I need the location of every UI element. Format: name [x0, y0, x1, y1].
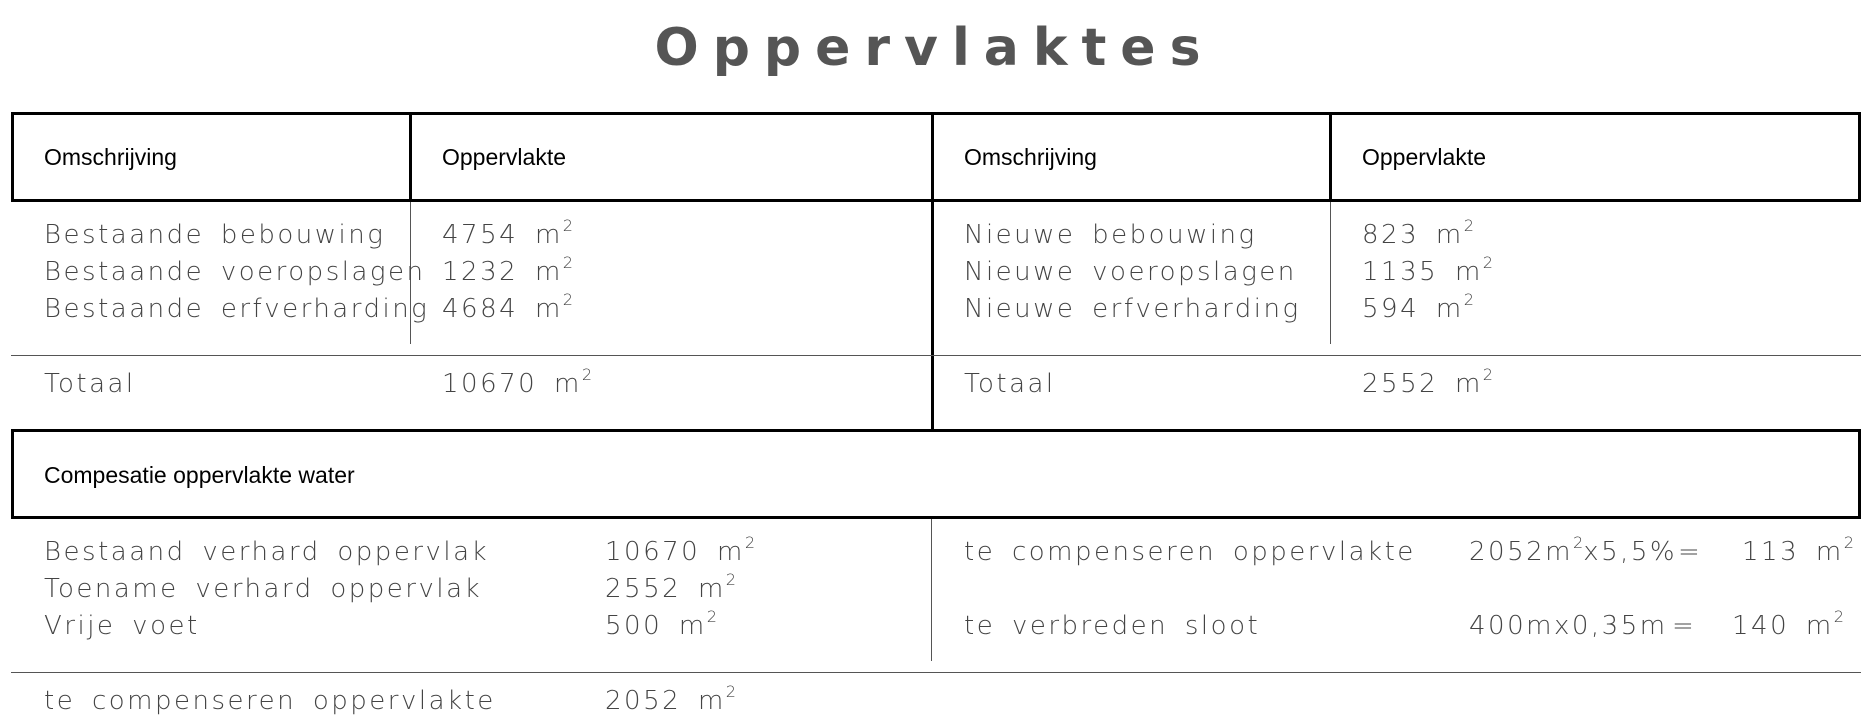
table-row-value: 4754 $m^2$	[442, 216, 573, 250]
compensate-area-result: 113 $m^2$	[1742, 533, 1854, 567]
table-row-value: 4684 $m^2$	[442, 290, 573, 324]
table-row-label: Bestaande erfverharding	[44, 294, 430, 324]
table-row-value: 500 $m^2$	[605, 607, 717, 641]
compensation-total-label: te compenseren oppervlakte	[44, 686, 496, 716]
total-value-right: 2552 $m^2$	[1362, 365, 1493, 399]
total-value-left: 10670 $m^2$	[442, 365, 592, 399]
ditch-widening-result: 140 $m^2$	[1732, 607, 1844, 641]
table-row-value: 10670 $m^2$	[605, 533, 755, 567]
header-oppervlakte-right: Oppervlakte	[1362, 144, 1487, 170]
compensate-area-label: te compenseren oppervlakte	[964, 537, 1416, 567]
header-omschrijving-left: Omschrijving	[44, 144, 177, 170]
compensation-header: Compesatie oppervlakte water	[44, 462, 355, 488]
table-row-label: Bestaande bebouwing	[44, 220, 386, 250]
page-title: Oppervlaktes	[654, 18, 1215, 78]
header-oppervlakte-left: Oppervlakte	[442, 144, 567, 170]
table-row-value: 823 $m^2$	[1362, 216, 1474, 250]
table-row-label: Nieuwe erfverharding	[964, 294, 1301, 324]
table-row-label: Vrije voet	[44, 611, 200, 641]
total-label-left: Totaal	[44, 369, 136, 399]
compensation-total-value: 2052 $m^2$	[605, 682, 736, 716]
total-label-right: Totaal	[964, 369, 1056, 399]
ditch-widening-label: te verbreden sloot	[964, 611, 1261, 641]
table-row-label: Nieuwe bebouwing	[964, 220, 1257, 250]
compensate-area-equals: =	[1678, 537, 1703, 567]
table-row-value: 1232 $m^2$	[442, 253, 573, 287]
ditch-widening-formula: 400mx0,35m	[1469, 611, 1668, 641]
table-row-label: Nieuwe voeropslagen	[964, 257, 1297, 287]
header-omschrijving-right: Omschrijving	[964, 144, 1097, 170]
table-row-label: Bestaande voeropslagen	[44, 257, 426, 287]
table-row-label: Bestaand verhard oppervlak	[44, 537, 490, 567]
table-row-value: 594 $m^2$	[1362, 290, 1474, 324]
ditch-widening-equals: =	[1672, 611, 1697, 641]
table-row-value: 2552 $m^2$	[605, 570, 736, 604]
compensate-area-formula: $2052m^2x5,5\%$	[1469, 533, 1678, 567]
table-row-label: Toename verhard oppervlak	[44, 574, 483, 604]
table-row-value: 1135 $m^2$	[1362, 253, 1493, 287]
